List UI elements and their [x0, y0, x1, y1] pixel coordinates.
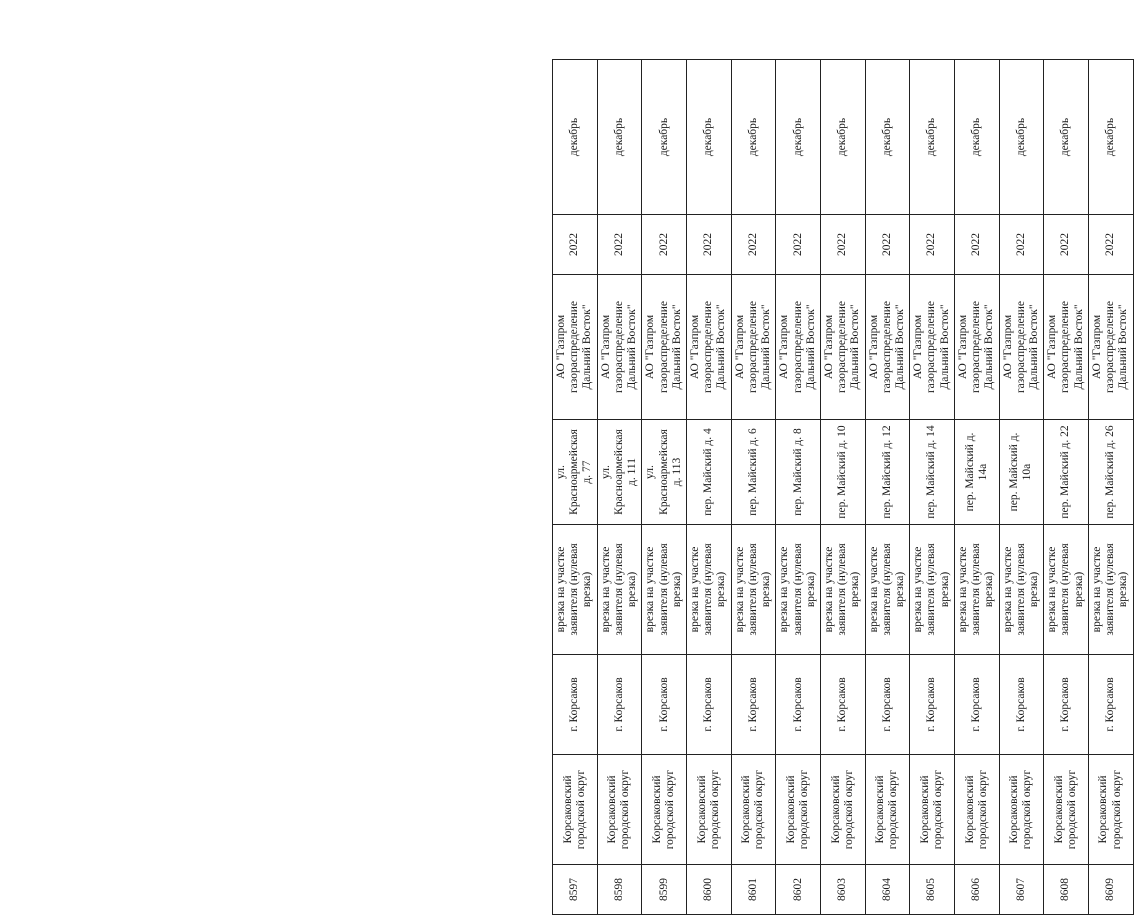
work-type-cell: врезка на участке заявителя (нулевая врезка) — [686, 525, 731, 655]
organization-cell: АО "Газпром газораспределение Дальний Восток" — [731, 275, 776, 420]
address-cell: пер. Майский д. 10 — [820, 420, 865, 525]
locality-cell: г. Корсаков — [642, 655, 687, 755]
locality-cell: г. Корсаков — [910, 655, 955, 755]
address-cell: пер. Майский д. 6 — [731, 420, 776, 525]
municipality-cell: Корсаковский городской округ — [954, 755, 999, 865]
work-type-cell: врезка на участке заявителя (нулевая врезка) — [776, 525, 821, 655]
month-cell: декабрь — [1088, 60, 1133, 215]
organization-cell: АО "Газпром газораспределение Дальний Восток" — [820, 275, 865, 420]
organization-cell: АО "Газпром газораспределение Дальний Восток" — [597, 275, 642, 420]
address-cell: пер. Майский д. 8 — [776, 420, 821, 525]
year-cell: 2022 — [954, 215, 999, 275]
row-number-cell: 8598 — [597, 865, 642, 915]
row-number-cell: 8600 — [686, 865, 731, 915]
table-row — [999, 60, 1044, 915]
organization-cell: АО "Газпром газораспределение Дальний Восток" — [954, 275, 999, 420]
month-cell: декабрь — [999, 60, 1044, 215]
locality-cell: г. Корсаков — [954, 655, 999, 755]
table-row — [954, 60, 999, 915]
table-row — [776, 60, 821, 915]
month-cell: декабрь — [1044, 60, 1089, 215]
municipality-cell: Корсаковский городской округ — [910, 755, 955, 865]
year-cell: 2022 — [1044, 215, 1089, 275]
municipality-cell: Корсаковский городской округ — [865, 755, 910, 865]
address-cell: пер. Майский д. 4 — [686, 420, 731, 525]
row-number-cell: 8608 — [1044, 865, 1089, 915]
organization-cell: АО "Газпром газораспределение Дальний Восток" — [910, 275, 955, 420]
month-cell: декабрь — [731, 60, 776, 215]
locality-cell: г. Корсаков — [597, 655, 642, 755]
municipality-cell: Корсаковский городской округ — [597, 755, 642, 865]
month-cell: декабрь — [642, 60, 687, 215]
locality-cell: г. Корсаков — [865, 655, 910, 755]
work-type-cell: врезка на участке заявителя (нулевая врезка) — [954, 525, 999, 655]
work-type-cell: врезка на участке заявителя (нулевая врезка) — [1088, 525, 1133, 655]
year-cell: 2022 — [999, 215, 1044, 275]
month-cell: декабрь — [910, 60, 955, 215]
address-cell: пер. Майский д. 12 — [865, 420, 910, 525]
row-number-cell: 8607 — [999, 865, 1044, 915]
row-number-cell: 8601 — [731, 865, 776, 915]
month-cell: декабрь — [776, 60, 821, 215]
row-number-cell: 8606 — [954, 865, 999, 915]
locality-cell: г. Корсаков — [820, 655, 865, 755]
organization-cell: АО "Газпром газораспределение Дальний Восток" — [1088, 275, 1133, 420]
year-cell: 2022 — [686, 215, 731, 275]
work-type-cell: врезка на участке заявителя (нулевая врезка) — [820, 525, 865, 655]
work-type-cell: врезка на участке заявителя (нулевая врезка) — [553, 525, 598, 655]
locality-cell: г. Корсаков — [553, 655, 598, 755]
municipality-cell: Корсаковский городской округ — [1088, 755, 1133, 865]
row-number-cell: 8599 — [642, 865, 687, 915]
locality-cell: г. Корсаков — [1088, 655, 1133, 755]
table-row — [642, 60, 687, 915]
row-number-cell: 8609 — [1088, 865, 1133, 915]
table-row — [686, 60, 731, 915]
work-type-cell: врезка на участке заявителя (нулевая врезка) — [999, 525, 1044, 655]
municipality-cell: Корсаковский городской округ — [776, 755, 821, 865]
locality-cell: г. Корсаков — [1044, 655, 1089, 755]
work-type-cell: врезка на участке заявителя (нулевая врезка) — [597, 525, 642, 655]
municipality-cell: Корсаковский городской округ — [1044, 755, 1089, 865]
table-row — [910, 60, 955, 915]
work-type-cell: врезка на участке заявителя (нулевая врезка) — [865, 525, 910, 655]
table-row — [820, 60, 865, 915]
month-cell: декабрь — [686, 60, 731, 215]
locality-cell: г. Корсаков — [776, 655, 821, 755]
organization-cell: АО "Газпром газораспределение Дальний Восток" — [865, 275, 910, 420]
year-cell: 2022 — [597, 215, 642, 275]
work-type-cell: врезка на участке заявителя (нулевая врезка) — [910, 525, 955, 655]
year-cell: 2022 — [865, 215, 910, 275]
table-body — [553, 60, 1134, 915]
year-cell: 2022 — [1088, 215, 1133, 275]
row-number-cell: 8602 — [776, 865, 821, 915]
table-row — [1044, 60, 1089, 915]
address-cell: пер. Майский д. 26 — [1088, 420, 1133, 525]
year-cell: 2022 — [910, 215, 955, 275]
work-type-cell: врезка на участке заявителя (нулевая врезка) — [642, 525, 687, 655]
month-cell: декабрь — [865, 60, 910, 215]
table-row — [1088, 60, 1133, 915]
work-type-cell: врезка на участке заявителя (нулевая врезка) — [731, 525, 776, 655]
year-cell: 2022 — [820, 215, 865, 275]
month-cell: декабрь — [597, 60, 642, 215]
address-cell: пер. Майский д. 22 — [1044, 420, 1089, 525]
rotated-table-wrapper — [552, 60, 1130, 915]
gasification-table — [552, 59, 1134, 915]
municipality-cell: Корсаковский городской округ — [686, 755, 731, 865]
address-cell: пер. Майский д. 14а — [954, 420, 999, 525]
locality-cell: г. Корсаков — [686, 655, 731, 755]
year-cell: 2022 — [776, 215, 821, 275]
month-cell: декабрь — [553, 60, 598, 215]
address-cell: ул. Красноармейская д. 113 — [642, 420, 687, 525]
organization-cell: АО "Газпром газораспределение Дальний Восток" — [686, 275, 731, 420]
table-row — [865, 60, 910, 915]
month-cell: декабрь — [954, 60, 999, 215]
table-row — [553, 60, 598, 915]
table-row — [731, 60, 776, 915]
year-cell: 2022 — [642, 215, 687, 275]
locality-cell: г. Корсаков — [999, 655, 1044, 755]
municipality-cell: Корсаковский городской округ — [553, 755, 598, 865]
row-number-cell: 8604 — [865, 865, 910, 915]
organization-cell: АО "Газпром газораспределение Дальний Восток" — [1044, 275, 1089, 420]
organization-cell: АО "Газпром газораспределение Дальний Восток" — [553, 275, 598, 420]
address-cell: ул. Красноармейская д. 111 — [597, 420, 642, 525]
row-number-cell: 8603 — [820, 865, 865, 915]
table-row — [597, 60, 642, 915]
locality-cell: г. Корсаков — [731, 655, 776, 755]
year-cell: 2022 — [731, 215, 776, 275]
organization-cell: АО "Газпром газораспределение Дальний Восток" — [642, 275, 687, 420]
row-number-cell: 8597 — [553, 865, 598, 915]
municipality-cell: Корсаковский городской округ — [642, 755, 687, 865]
municipality-cell: Корсаковский городской округ — [820, 755, 865, 865]
municipality-cell: Корсаковский городской округ — [999, 755, 1044, 865]
address-cell: пер. Майский д. 10а — [999, 420, 1044, 525]
organization-cell: АО "Газпром газораспределение Дальний Восток" — [999, 275, 1044, 420]
organization-cell: АО "Газпром газораспределение Дальний Восток" — [776, 275, 821, 420]
row-number-cell: 8605 — [910, 865, 955, 915]
work-type-cell: врезка на участке заявителя (нулевая врезка) — [1044, 525, 1089, 655]
municipality-cell: Корсаковский городской округ — [731, 755, 776, 865]
address-cell: пер. Майский д. 14 — [910, 420, 955, 525]
address-cell: ул. Красноармейская д. 77 — [553, 420, 598, 525]
year-cell: 2022 — [553, 215, 598, 275]
month-cell: декабрь — [820, 60, 865, 215]
